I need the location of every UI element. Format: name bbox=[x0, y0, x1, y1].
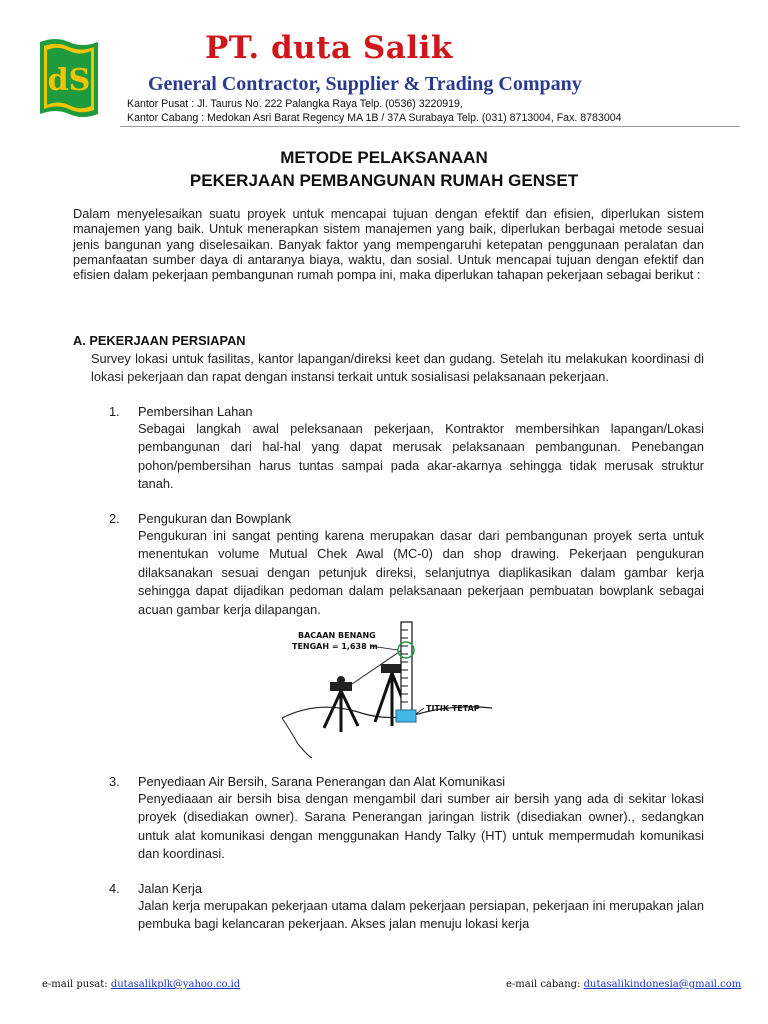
list-item-title: Jalan Kerja bbox=[138, 881, 203, 896]
list-item-title: Pembersihan Lahan bbox=[138, 404, 253, 419]
list-item-title: Penyediaan Air Bersih, Sarana Penerangan dan Alat Komunikasi bbox=[138, 774, 506, 789]
list-item-number: 3. bbox=[109, 774, 120, 789]
footer-email-branch bbox=[506, 979, 741, 990]
footer-label-main: e-mail pusat: bbox=[42, 979, 111, 990]
address-branch: Kantor Cabang : Medokan Asri Barat Regency MA 1B / 37A Surabaya Telp. (031) 8713004, Fax. 8783004 bbox=[127, 112, 622, 124]
company-name: PT. duta Salik bbox=[205, 30, 453, 66]
intro-paragraph: Dalam menyelesaikan suatu proyek untuk mencapai tujuan dengan efektif dan efisien, diperlukan sistem manajemen yang baik. Untuk menerapkan sistem manajemen yang baik, diperlukan berbagai metode sesuai jenis bangunan yang diselesaikan. Banyak faktor yang mempengaruhi ketepatan penggunaan peralatan dan pemanfaatan sumber daya di antaranya biaya, waktu, dan sosial. Untuk mencapai tujuan dengan efektif dan efisien dalam pekerjaan pembangunan rumah pompa ini, maka diperlukan tahapan pekerjaan sebagai berikut : bbox=[73, 206, 704, 283]
footer-label-branch: e-mail cabang: bbox=[506, 979, 584, 990]
list-item-number: 2. bbox=[109, 511, 120, 526]
company-logo bbox=[36, 36, 102, 126]
figure-label-benchmark: TITIK TETAP bbox=[426, 704, 480, 713]
list-item-number: 1. bbox=[109, 404, 120, 419]
email-link-branch[interactable]: dutasalikindonesia@gmail.com bbox=[583, 979, 742, 990]
header-divider bbox=[120, 126, 740, 127]
email-link-main[interactable]: dutasalikplk@yahoo.co.id bbox=[110, 979, 241, 990]
list-item-title: Pengukuran dan Bowplank bbox=[138, 511, 291, 526]
logo-text: dS bbox=[47, 63, 91, 98]
figure-label-reading: BACAAN BENANG bbox=[298, 631, 376, 640]
letterhead bbox=[0, 0, 768, 132]
company-tagline: General Contractor, Supplier & Trading Company bbox=[148, 73, 582, 95]
list-item-body: Sebagai langkah awal peleksanaan pekerjaan, Kontraktor membersihkan lapangan/Lokasi pembangunan dari hal-hal yang dapat merusak pelaksanaan pembangunan. Penebangan pohon/pembersihan harus tuntas sampai pada akar-akarnya sehingga tidak merusak struktur tanah. bbox=[138, 421, 704, 492]
address-main: Kantor Pusat : Jl. Taurus No. 222 Palangka Raya Telp. (0536) 3220919, bbox=[127, 98, 463, 110]
document-title: METODE PELAKSANAAN bbox=[280, 148, 488, 167]
list-item-body: Penyediaaan air bersih bisa dengan mengambil dari sumber air bersih yang ada di sekitar lokasi proyek (disediakan owner). Sarana Penerangan jaringan listrik (disediakan owner)., sedangkan untuk alat komunikasi dengan menggunakan Handy Talky (HT) untuk mempermudah komunikasi dan koordinasi. bbox=[138, 791, 704, 862]
list-item-number: 4. bbox=[109, 881, 120, 896]
section-description: Survey lokasi untuk fasilitas, kantor lapangan/direksi keet dan gudang. Setelah itu melakukan koordinasi di lokasi pekerjaan dan rapat dengan instansi terkait untuk sosialisasi pelaksanaan pekerjaan. bbox=[91, 351, 704, 384]
footer-email-main bbox=[42, 979, 240, 990]
leveling-survey-illustration bbox=[278, 618, 496, 760]
section-heading: A. PEKERJAAN PERSIAPAN bbox=[73, 333, 246, 348]
document-subtitle: PEKERJAAN PEMBANGUNAN RUMAH GENSET bbox=[189, 171, 579, 190]
figure-label-value: TENGAH = 1,638 m bbox=[292, 642, 378, 651]
list-item-body: Pengukuran ini sangat penting karena merupakan dasar dari pembangunan proyek serta untuk menentukan volume Mutual Chek Awal (MC-0) dan shop drawing. Pekerjaan pengukuran dilaksanakan sesuai dengan petunjuk direksi, selanjutnya diaplikasikan dalam gambar kerja sehingga dapat dijadikan pedoman dalam pelaksanaan pekerjaan pembuatan bowplank sebagai acuan gambar kerja dilapangan. bbox=[138, 528, 704, 617]
list-item-body: Jalan kerja merupakan pekerjaan utama dalam pekerjaan persiapan, pekerjaan ini merupakan jalan pembuka bagi kelancaran pekerjaan. Akses jalan menuju lokasi kerja bbox=[138, 898, 704, 932]
